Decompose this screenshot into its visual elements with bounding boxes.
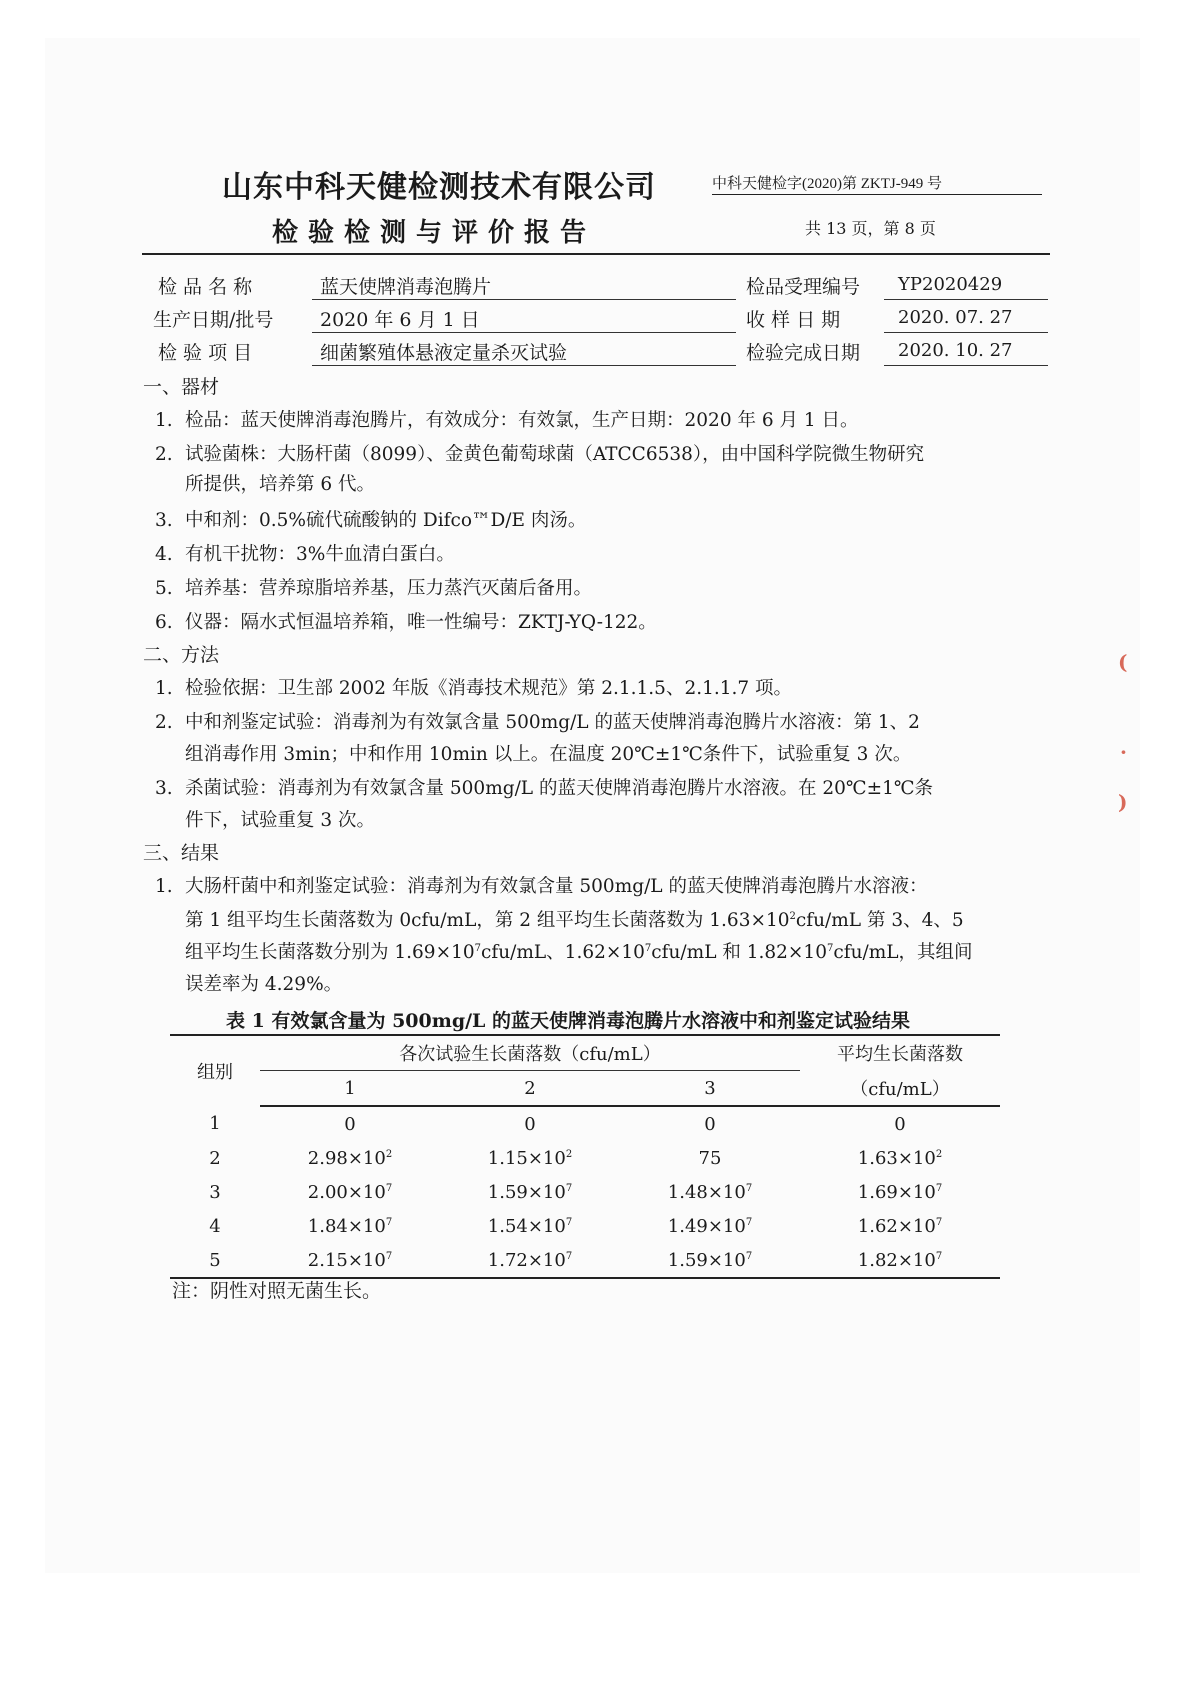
company-name: 山东中科天健检测技术有限公司 [222,170,656,205]
row-group: 5 [170,1243,260,1278]
table-row [170,1243,1000,1278]
table-row [170,1175,1000,1209]
prod-date-value: 2020 年 6 月 1 日 [320,309,480,331]
cell-trial-2: 0 [524,1113,536,1135]
cell-average: $1.62\times 10^7$ [857,1215,943,1237]
table-header-row-1 [170,1035,1000,1071]
sample-name-underline [312,299,736,300]
cell-trial-1: $1.84\times 10^7$ [307,1215,393,1237]
cell-trial-1: $2.00\times 10^7$ [307,1181,393,1203]
section-materials-title: 一、器材 [143,376,220,398]
method-item-3-cont: 件下，试验重复 3 次。 [185,810,376,831]
test-item-value: 细菌繁殖体悬液定量杀灭试验 [320,342,568,364]
method-item-1: 1. 检验依据：卫生部 2002 年版《消毒技术规范》第 2.1.1.5、2.1.1.7 项。 [155,678,793,699]
accept-no-label: 检品受理编号 [746,276,861,298]
materials-item-1: 1. 检品：蓝天使牌消毒泡腾片，有效成分：有效氯，生产日期：2020 年 6 月 1 日。 [155,410,859,431]
table-header-row-2 [170,1071,1000,1107]
header-group: 组别 [170,1035,260,1106]
header-avg-unit: （cfu/mL） [800,1071,1000,1107]
sample-name-label: 检 品 名 称 [158,276,253,298]
table-row [170,1209,1000,1243]
report-title: 检验检测与评价报告 [272,218,597,248]
cell-trial-1: 0 [344,1113,356,1135]
cell-trial-3: $1.59\times 10^7$ [620,1243,800,1278]
cell-average: $1.82\times 10^7$ [800,1243,1000,1278]
cell-trial-3: 75 [698,1147,722,1169]
row-group: 2 [209,1147,221,1169]
cell-trial-2: $1.59\times 10^7$ [487,1181,573,1203]
header-col-3: 3 [620,1071,800,1107]
test-item-underline [312,365,736,366]
materials-item-2: 2. 试验菌株：大肠杆菌（8099）、金黄色葡萄球菌（ATCC6538），由中国科学院微生物研究 [155,444,925,465]
method-item-2: 2. 中和剂鉴定试验：消毒剂为有效氯含量 500mg/L 的蓝天使牌消毒泡腾片水溶液：第 1、2 [155,712,920,733]
accept-no-value: YP2020429 [898,274,1003,295]
header-rule [142,253,1050,255]
seal-fragment: ) [1118,790,1128,814]
results-table [170,1034,1000,1279]
table-note: 注：阴性对照无菌生长。 [172,1280,382,1302]
row-group: 1 [209,1113,221,1134]
materials-item-4: 4. 有机干扰物：3%牛血清白蛋白。 [155,544,455,565]
cell-trial-2: $1.15\times 10^2$ [487,1147,573,1169]
cell-average: $1.69\times 10^7$ [857,1181,943,1203]
report-number: 中科天健检字(2020)第 ZKTJ-949 号 [712,176,942,192]
finish-date-value: 2020. 10. 27 [898,340,1013,361]
test-item-label: 检 验 项 目 [158,342,253,364]
receive-date-value: 2020. 07. 27 [898,307,1013,328]
table-row [170,1141,1000,1175]
materials-item-2-cont: 所提供，培养第 6 代。 [185,474,376,495]
finish-date-label: 检验完成日期 [746,342,861,364]
row-group: 4 [209,1215,221,1237]
cell-average: 0 [894,1113,906,1135]
sample-name-value: 蓝天使牌消毒泡腾片 [320,276,492,298]
report-number-underline [712,194,1042,195]
cell-trial-3: $1.49\times 10^7$ [667,1215,753,1237]
page-info: 共 13 页，第 8 页 [805,219,936,238]
method-item-3: 3. 杀菌试验：消毒剂为有效氯含量 500mg/L 的蓝天使牌消毒泡腾片水溶液。在 20℃±1℃条 [155,778,934,799]
row-group: 3 [209,1181,221,1203]
cell-trial-3: 0 [704,1113,716,1135]
finish-date-underline [884,365,1048,366]
accept-no-underline [884,299,1048,300]
materials-item-6: 6. 仪器：隔水式恒温培养箱，唯一性编号：ZKTJ-YQ-122。 [155,612,657,633]
table-row [170,1106,1000,1141]
prod-date-underline [312,332,736,333]
cell-trial-1: $2.98\times 10^2$ [307,1147,393,1169]
cell-trial-2: $1.72\times 10^7$ [440,1243,620,1278]
materials-item-5: 5. 培养基：营养琼脂培养基，压力蒸汽灭菌后备用。 [155,578,593,599]
result-item-1-line2: 第 1 组平均生长菌落数为 0cfu/mL，第 2 组平均生长菌落数为 $1.63\times 10^2cfu/mL$ 第 3、4、5 [185,910,964,931]
cell-trial-1: $2.15\times 10^7$ [260,1243,440,1278]
cell-trial-2: $1.54\times 10^7$ [487,1215,573,1237]
header-avg: 平均生长菌落数 [800,1035,1000,1071]
cell-average: $1.63\times 10^2$ [857,1147,943,1169]
section-result-title: 三、结果 [143,842,220,864]
receive-date-underline [884,332,1048,333]
method-item-2-cont: 组消毒作用 3min；中和作用 10min 以上。在温度 20℃±1℃条件下，试验重复 3 次。 [185,744,912,765]
receive-date-label: 收 样 日 期 [746,309,841,331]
materials-item-3: 3. 中和剂：0.5%硫代硫酸钠的 Difco™D/E 肉汤。 [155,510,587,531]
header-col-2: 2 [440,1071,620,1107]
result-item-1: 1. 大肠杆菌中和剂鉴定试验：消毒剂为有效氯含量 500mg/L 的蓝天使牌消毒泡腾片水溶液： [155,876,928,897]
cell-trial-3: $1.48\times 10^7$ [667,1181,753,1203]
seal-fragment: · [1120,740,1127,764]
prod-date-label: 生产日期/批号 [153,309,274,331]
seal-fragment: ( [1118,650,1128,674]
header-col-1: 1 [260,1071,440,1107]
result-item-1-line3: 组平均生长菌落数分别为 $1.69\times 10^7cfu/mL$、$1.62\times 10^7cfu/mL$ 和 $1.82\times 10^7cfu/mL$，其组间 [185,942,973,963]
result-item-1-line4: 误差率为 4.29%。 [185,974,343,995]
section-method-title: 二、方法 [143,644,220,666]
table-caption: 表 1 有效氯含量为 500mg/L 的蓝天使牌消毒泡腾片水溶液中和剂鉴定试验结果 [226,1010,911,1032]
header-counts: 各次试验生长菌落数（cfu/mL） [260,1035,800,1071]
